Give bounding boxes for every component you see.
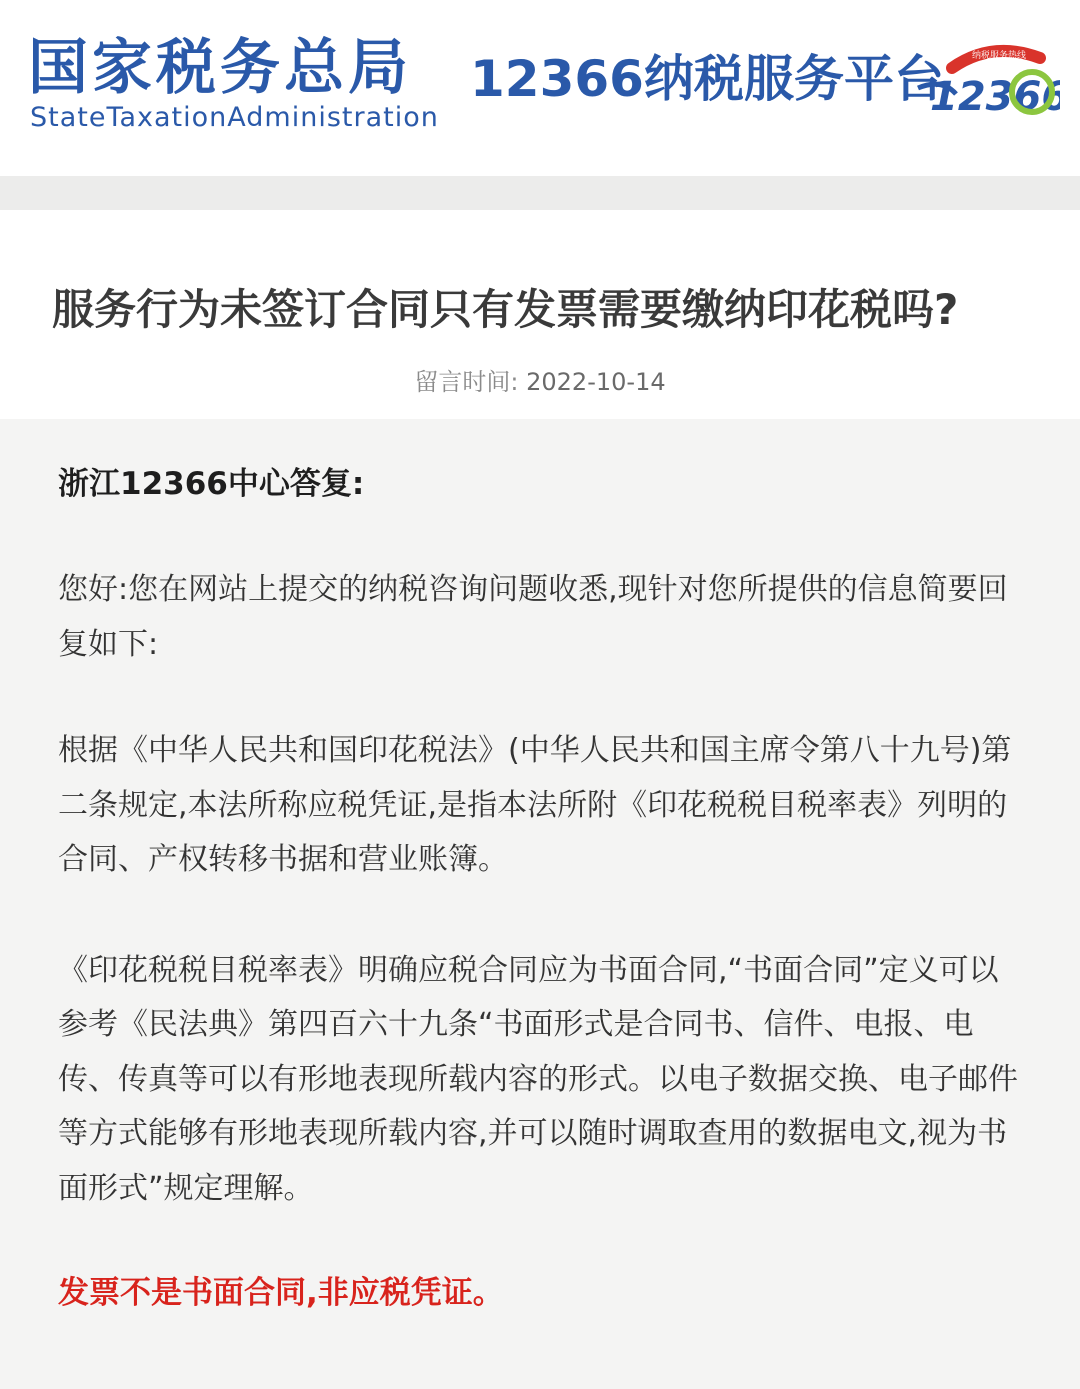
org-logo-en: StateTaxationAdministration: [30, 102, 439, 133]
badge-number: 12366: [930, 74, 1060, 120]
article-title-area: [0, 210, 1080, 419]
message-time: [0, 362, 1080, 397]
reply-conclusion: 发票不是书面合同,非应税凭证。: [58, 1275, 504, 1311]
reply-paragraph-definition: 《印花税税目税率表》明确应税合同应为书面合同,“书面合同”定义可以参考《民法典》第四百六十九条“书面形式是合同书、信件、电报、电传、传真等可以有形地表现所载内容的形式。以电子数据交换、电子邮件等方式能够有形地表现所载内容,并可以随时调取查用的数据电文,视为书面形式”规定理解。: [58, 952, 1018, 1206]
reply-paragraph-greeting: 您好:您在网站上提交的纳税咨询问题收悉,现针对您所提供的信息简要回复如下:: [58, 572, 1008, 662]
reply-heading: 浙江12366中心答复:: [58, 466, 365, 502]
platform-title: 12366纳税服务平台: [470, 50, 944, 108]
message-time-value: 2022-10-14: [526, 368, 666, 396]
badge-hotline-text: 纳税服务热线: [972, 51, 1027, 61]
reply-paragraph-law: 根据《中华人民共和国印花税法》(中华人民共和国主席令第八十九号)第二条规定,本法所称应税凭证,是指本法所附《印花税税目税率表》列明的合同、产权转移书据和营业账簿。: [58, 733, 1012, 877]
platform-badge-logo: [912, 38, 1060, 122]
article-title: 服务行为未签订合同只有发票需要缴纳印花税吗?: [52, 285, 959, 334]
message-time-label: 留言时间:: [414, 368, 519, 396]
header-divider: [0, 176, 1080, 210]
org-logo-cn: 国家税务总局: [28, 33, 412, 103]
reply-content: [0, 419, 1080, 1318]
site-header: [0, 0, 1080, 176]
